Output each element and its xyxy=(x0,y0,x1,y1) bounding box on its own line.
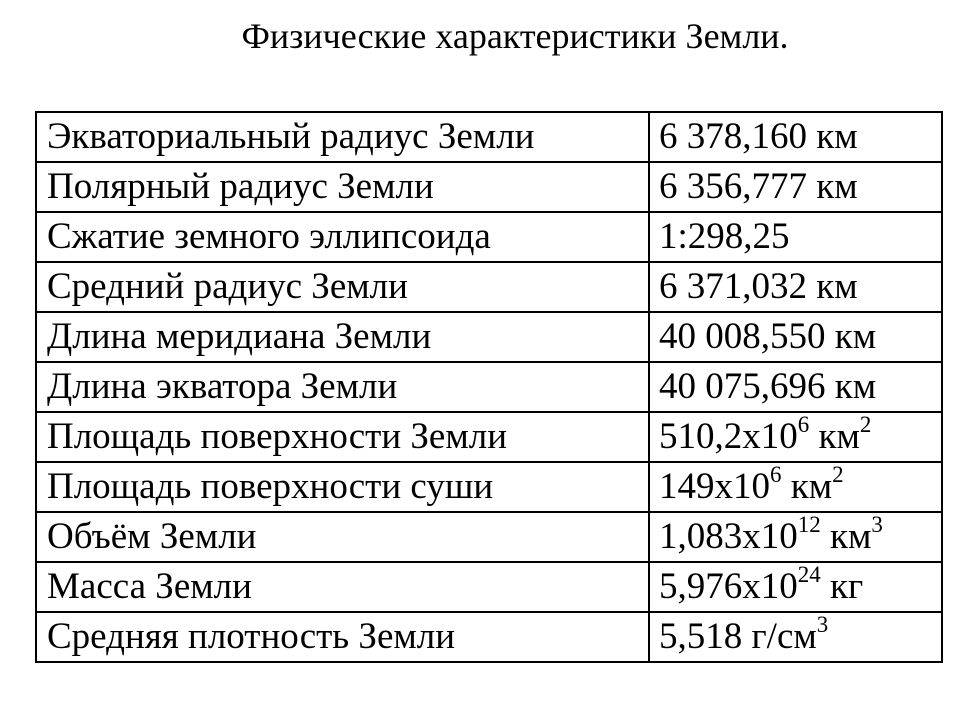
value-unit: км xyxy=(781,466,833,507)
property-name: Объём Земли xyxy=(36,512,649,562)
table-row xyxy=(36,462,942,512)
value-unit: кг xyxy=(820,566,864,607)
table-row xyxy=(36,512,942,562)
table-row xyxy=(36,412,942,462)
value-mantissa: 149x10 xyxy=(659,466,770,507)
table-row xyxy=(36,262,942,312)
unit-exponent: 2 xyxy=(832,462,844,487)
property-name: Полярный радиус Земли xyxy=(36,162,649,212)
value-exponent: 3 xyxy=(816,612,829,637)
value-mantissa: 1,083x10 xyxy=(659,516,798,557)
property-value xyxy=(649,612,942,662)
value-exponent: 6 xyxy=(797,412,810,437)
earth-characteristics-table xyxy=(35,111,943,663)
value-mantissa: 5,976x10 xyxy=(659,566,798,607)
property-name: Средняя плотность Земли xyxy=(36,612,649,662)
table-row xyxy=(36,562,942,612)
property-value xyxy=(649,512,942,562)
unit-exponent: 3 xyxy=(871,512,883,537)
property-value xyxy=(649,412,942,462)
value-exponent: 6 xyxy=(770,462,782,487)
property-name: Длина меридиана Земли xyxy=(36,312,649,362)
table-row xyxy=(36,312,942,362)
property-value: 6 378,160 км xyxy=(649,112,942,162)
value-unit: км xyxy=(809,416,860,457)
property-value xyxy=(649,562,942,612)
value-mantissa: 510,2x10 xyxy=(659,416,798,457)
page-title: Физические характеристики Земли. xyxy=(241,16,789,56)
property-value: 40 008,550 км xyxy=(649,312,942,362)
table-row xyxy=(36,162,942,212)
value-exponent: 24 xyxy=(797,562,821,587)
property-name: Масса Земли xyxy=(36,562,649,612)
property-value: 6 356,777 км xyxy=(649,162,942,212)
property-name: Сжатие земного эллипсоида xyxy=(36,212,649,262)
table-row xyxy=(36,212,942,262)
value-mantissa: 5,518 г/см xyxy=(659,616,817,657)
property-name: Длина экватора Земли xyxy=(36,362,649,412)
property-value: 40 075,696 км xyxy=(649,362,942,412)
property-value: 1:298,25 xyxy=(649,212,942,262)
property-value xyxy=(649,462,942,512)
property-name: Средний радиус Земли xyxy=(36,262,649,312)
table-row xyxy=(36,612,942,662)
property-value: 6 371,032 км xyxy=(649,262,942,312)
value-unit: км xyxy=(820,516,872,557)
table-row xyxy=(36,362,942,412)
value-exponent: 12 xyxy=(797,512,821,537)
table-row xyxy=(36,112,942,162)
unit-exponent: 2 xyxy=(859,412,872,437)
property-name: Экваториальный радиус Земли xyxy=(36,112,649,162)
property-name: Площадь поверхности Земли xyxy=(36,412,649,462)
property-name: Площадь поверхности суши xyxy=(36,462,649,512)
